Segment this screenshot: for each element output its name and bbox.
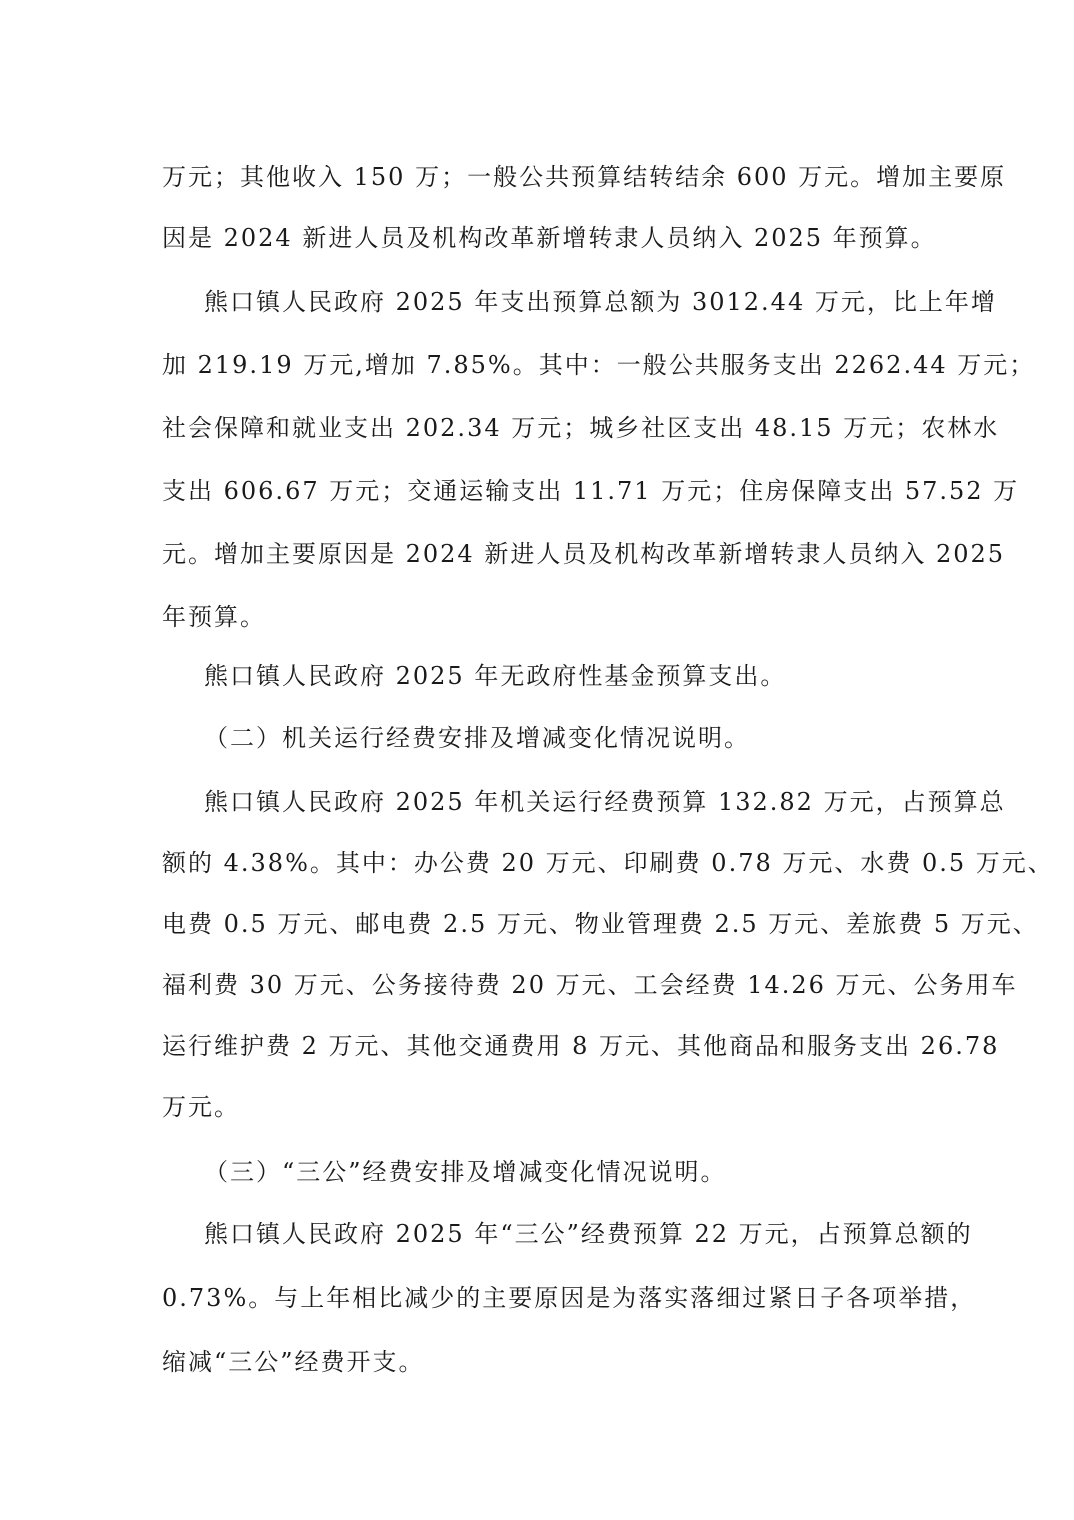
text-line: 支出 606.67 万元；交通运输支出 11.71 万元；住房保障支出 57.52 万 [162, 477, 1020, 505]
paragraph-expenditure-budget [162, 287, 1036, 665]
paragraph-income-summary [162, 162, 1007, 284]
text-line: 熊口镇人民政府 2025 年支出预算总额为 3012.44 万元，比上年增 [204, 288, 997, 316]
text-line: 年预算。 [162, 603, 266, 631]
text-line: 运行维护费 2 万元、其他交通费用 8 万元、其他商品和服务支出 26.78 [162, 1032, 1000, 1060]
text-line: 社会保障和就业支出 202.34 万元；城乡社区支出 48.15 万元；农林水 [162, 414, 1000, 442]
paragraph-operating-expenses [162, 787, 1054, 1153]
text-line: 万元；其他收入 150 万；一般公共预算结转结余 600 万元。增加主要原 [162, 163, 1007, 191]
text-line: 电费 0.5 万元、邮电费 2.5 万元、物业管理费 2.5 万元、差旅费 5 万元、 [162, 910, 1039, 938]
text-line: 0.73%。与上年相比减少的主要原因是为落实落细过紧日子各项举措， [162, 1284, 977, 1312]
section-heading-three-public [162, 1157, 914, 1187]
text-line: 熊口镇人民政府 2025 年机关运行经费预算 132.82 万元，占预算总 [204, 788, 1006, 816]
text-line: 缩减“三公”经费开支。 [162, 1348, 425, 1376]
text-line: 加 219.19 万元,增加 7.85%。其中：一般公共服务支出 2262.44 万元； [162, 351, 1036, 379]
text-line: 元。增加主要原因是 2024 新进人员及机构改革新增转隶人员纳入 2025 [162, 540, 1006, 568]
text-line: 额的 4.38%。其中：办公费 20 万元、印刷费 0.78 万元、水费 0.5 万元、 [162, 849, 1054, 877]
section-heading-operating-expenses [162, 723, 914, 753]
section-heading: （二）机关运行经费安排及增减变化情况说明。 [204, 724, 750, 752]
text-line: 福利费 30 万元、公务接待费 20 万元、工会经费 14.26 万元、公务用车 [162, 971, 1018, 999]
paragraph-three-public-expenses [162, 1219, 977, 1411]
text-line: 熊口镇人民政府 2025 年“三公”经费预算 22 万元，占预算总额的 [204, 1220, 973, 1248]
section-heading: （三）“三公”经费安排及增减变化情况说明。 [204, 1158, 727, 1186]
paragraph-government-fund [162, 661, 914, 691]
text-line: 因是 2024 新进人员及机构改革新增转隶人员纳入 2025 年预算。 [162, 224, 937, 252]
text-line: 熊口镇人民政府 2025 年无政府性基金预算支出。 [204, 662, 787, 690]
text-line: 万元。 [162, 1093, 240, 1121]
